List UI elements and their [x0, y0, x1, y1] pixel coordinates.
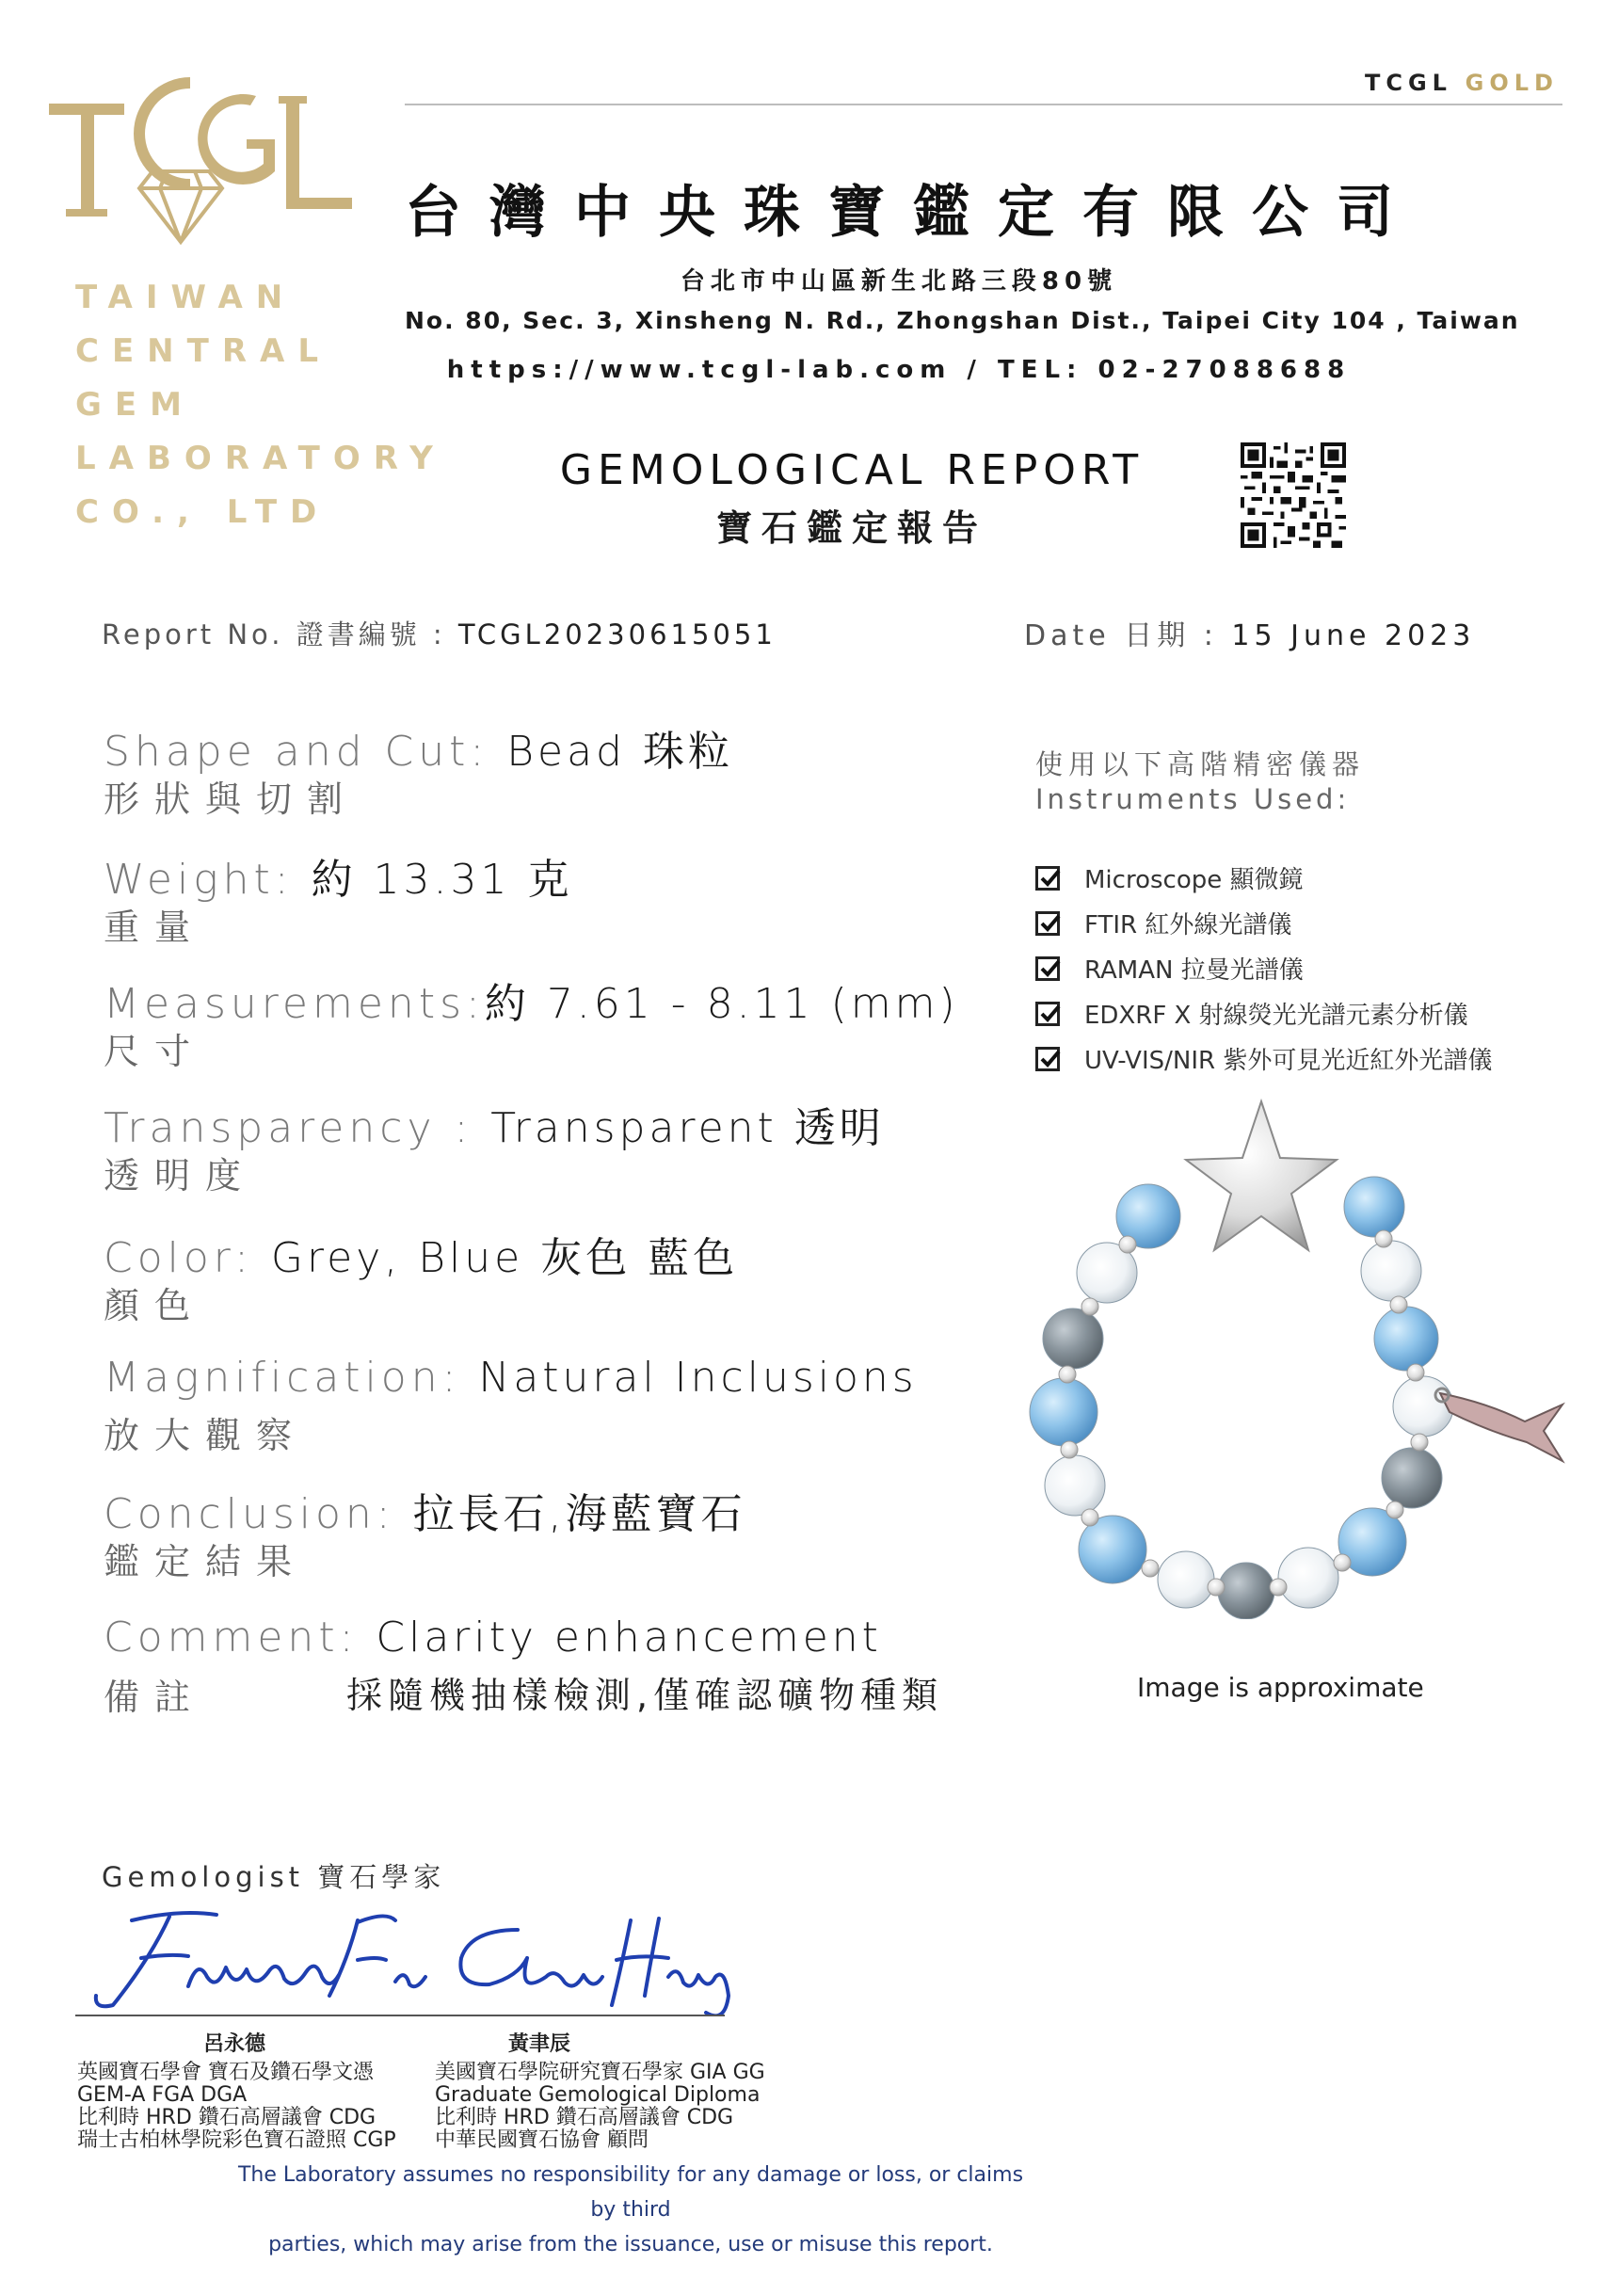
field-comment — [104, 1614, 882, 1662]
field-label: Conclusion: — [104, 1490, 413, 1538]
credential-line: 英國寶石學會 寶石及鑽石學文憑 — [77, 2061, 374, 2084]
signature-image — [75, 1902, 753, 2015]
instrument-item — [1035, 996, 1468, 1031]
report-date — [1024, 612, 1475, 653]
qr-code-icon[interactable] — [1241, 442, 1346, 548]
credential-line: 比利時 HRD 鑽石高層議會 CDG — [435, 2106, 734, 2129]
credential-line: GEM-A FGA DGA — [77, 2083, 248, 2107]
field-color — [104, 1224, 738, 1284]
field-sub: 顏色 — [104, 1285, 206, 1326]
gemologist-1-credentials — [77, 2062, 396, 2152]
instrument-item — [1035, 860, 1304, 895]
checkbox-checked-icon — [1035, 911, 1060, 936]
contact-line: https://www.tcgl-lab.com / TEL: 02-27088688 — [446, 356, 1352, 384]
instrument-item — [1035, 906, 1291, 940]
field-value: Transparent 透明 — [490, 1104, 885, 1152]
gemologist-name-2: 黃聿辰 — [508, 2032, 571, 2056]
field-value: 約 13.31 克 — [311, 856, 573, 904]
lab-name-line-5: CO., LTD — [75, 493, 330, 531]
instrument-label: RAMAN 拉曼光譜儀 — [1084, 956, 1304, 985]
disclaimer-line-2: parties, which may arise from the issuance, use or misuse this report. — [268, 2233, 993, 2256]
field-sub: 透明度 — [104, 1155, 257, 1196]
checkbox-checked-icon — [1035, 866, 1060, 891]
credential-line: 瑞士古柏林學院彩色寶石證照 CGP — [77, 2128, 396, 2152]
gemologist-2-credentials — [435, 2062, 765, 2152]
credential-line: 美國寶石學院研究寶石學家 GIA GG — [435, 2061, 765, 2084]
field-label: Magnification: — [104, 1354, 479, 1402]
instruments-heading-en: Instruments Used: — [1035, 783, 1351, 815]
field-value: Grey, Blue 灰色 藍色 — [270, 1234, 739, 1282]
brand-part-2: GOLD — [1465, 70, 1559, 96]
field-transparency — [104, 1094, 885, 1154]
report-date-value: 15 June 2023 — [1231, 619, 1476, 652]
instrument-label: Microscope 顯微鏡 — [1084, 866, 1304, 894]
header-divider — [405, 104, 1562, 105]
address-zh: 台北市中山區新生北路三段80號 — [680, 267, 1118, 296]
field-sub: 放大觀察 — [104, 1415, 308, 1456]
disclaimer-line-1: The Laboratory assumes no responsibility for any damage or loss, or claims by third — [237, 2163, 1024, 2222]
field-sub: 重量 — [104, 907, 206, 948]
image-caption: Image is approximate — [1137, 1672, 1424, 1703]
checkbox-checked-icon — [1035, 956, 1060, 981]
credential-line: 中華民國寶石協會 顧問 — [435, 2128, 649, 2152]
checkbox-checked-icon — [1035, 1002, 1060, 1026]
bracelet-image — [998, 1092, 1591, 1619]
field-label: Weight: — [104, 856, 312, 904]
report-number — [102, 614, 777, 652]
field-label: Comment: — [104, 1614, 376, 1662]
field-label: Transparency : — [104, 1104, 491, 1152]
report-title-zh: 寶石鑑定報告 — [715, 507, 987, 549]
lab-name-line-1: TAIWAN — [75, 279, 296, 316]
signature-line — [75, 2015, 725, 2016]
field-value: 拉長石,海藍寶石 — [412, 1490, 746, 1538]
checkbox-checked-icon — [1035, 1047, 1060, 1071]
brand-part-1: TCGL — [1365, 70, 1452, 96]
credential-line: 比利時 HRD 鑽石高層議會 CDG — [77, 2106, 376, 2129]
comment-note: 採隨機抽樣檢測,僅確認礦物種類 — [346, 1675, 944, 1716]
instrument-label: EDXRF X 射線熒光光譜元素分析儀 — [1084, 1002, 1468, 1030]
instrument-item — [1035, 1041, 1492, 1076]
field-sub: 鑑定結果 — [104, 1541, 308, 1582]
company-name: 台灣中央珠寶鑑定有限公司 — [405, 180, 1421, 246]
brand-mark — [1365, 70, 1559, 96]
field-sub: 尺寸 — [104, 1031, 206, 1072]
field-weight — [104, 845, 573, 906]
credential-line: Graduate Gemological Diploma — [435, 2083, 761, 2107]
instrument-label: UV-VIS/NIR 紫外可見光近紅外光譜儀 — [1084, 1047, 1493, 1075]
field-sub: 備註 — [104, 1677, 206, 1718]
field-magnification — [104, 1354, 918, 1402]
report-number-value: TCGL20230615051 — [457, 618, 777, 650]
instrument-label: FTIR 紅外線光譜儀 — [1084, 911, 1292, 939]
gemologist-name-1: 呂永德 — [203, 2032, 266, 2056]
disclaimer — [235, 2158, 1026, 2262]
lab-name-line-4: LABORATORY — [75, 440, 446, 477]
instruments-heading-zh: 使用以下高階精密儀器 — [1035, 748, 1366, 780]
tcgl-logo — [49, 58, 360, 247]
lab-name-line-3: GEM — [75, 386, 195, 424]
address-en: No. 80, Sec. 3, Xinsheng N. Rd., Zhongshan Dist., Taipei City 104 , Taiwan — [405, 307, 1520, 334]
field-conclusion — [104, 1480, 746, 1540]
field-value: Bead 珠粒 — [506, 728, 733, 776]
field-sub: 形狀與切割 — [104, 779, 359, 820]
instrument-item — [1035, 951, 1304, 986]
report-date-label: Date 日期 : — [1024, 619, 1232, 652]
field-value: Clarity enhancement — [376, 1614, 882, 1662]
field-shape-cut — [104, 717, 733, 778]
field-value: Natural Inclusions — [478, 1354, 918, 1402]
lab-name-line-2: CENTRAL — [75, 332, 331, 370]
report-number-label: Report No. 證書編號 : — [102, 618, 458, 650]
field-label: Measurements: — [104, 980, 485, 1028]
field-label: Color: — [104, 1234, 271, 1282]
field-measurements — [104, 970, 959, 1030]
field-value: 約 7.61 - 8.11 (mm) — [484, 980, 959, 1028]
gemologist-heading: Gemologist 寶石學家 — [102, 1861, 446, 1893]
report-title: GEMOLOGICAL REPORT — [559, 446, 1145, 494]
field-label: Shape and Cut: — [104, 728, 507, 776]
